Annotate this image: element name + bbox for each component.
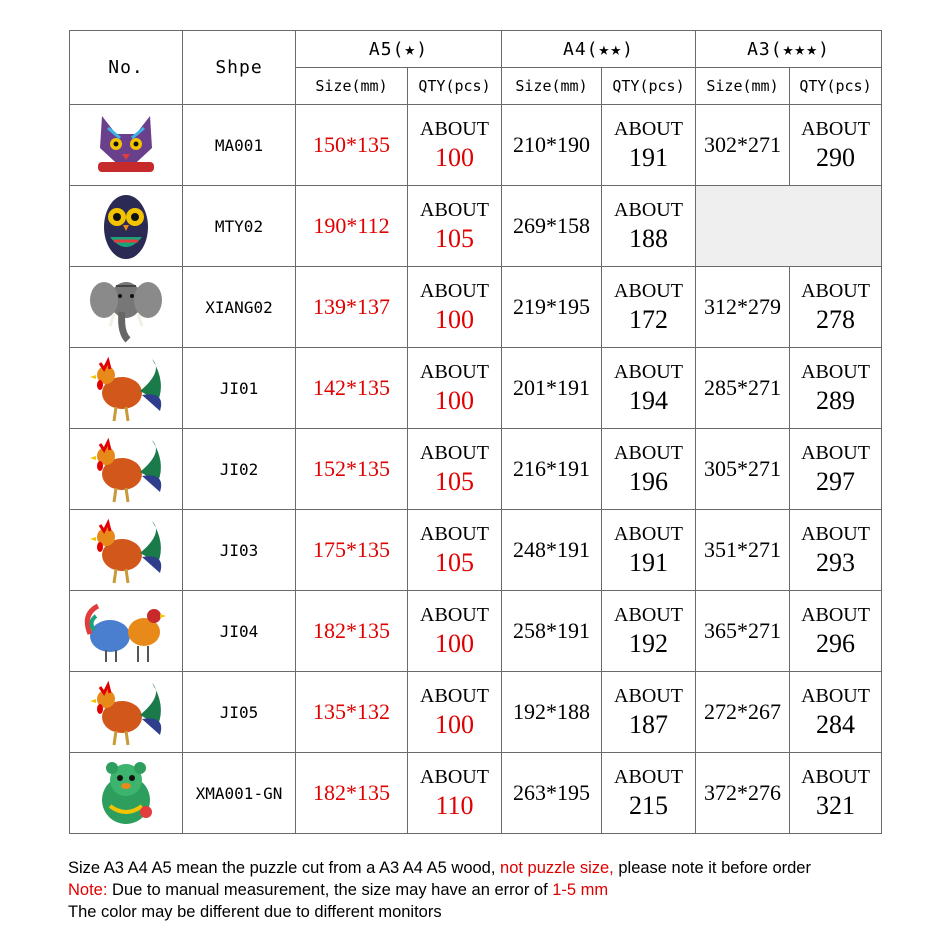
owl-puzzle-icon (70, 189, 182, 263)
a4-qty (602, 672, 696, 753)
table-row (70, 753, 882, 834)
about-label: ABOUT (420, 523, 489, 545)
about-label: ABOUT (614, 523, 683, 545)
a5-qty-value: 110 (435, 791, 474, 820)
note-highlight: 1-5 mm (552, 881, 609, 899)
a5-qty-value: 100 (435, 143, 474, 172)
a3-qty-value: 321 (816, 791, 855, 820)
product-image (70, 267, 183, 348)
product-image (70, 429, 183, 510)
a3-size: 305*271 (696, 429, 790, 510)
a5-size: 150*135 (296, 105, 408, 186)
about-label: ABOUT (614, 199, 683, 221)
header-a4: A4(★★) (502, 31, 696, 68)
a4-qty-value: 192 (629, 629, 668, 658)
a3-qty-value: 290 (816, 143, 855, 172)
product-image (70, 348, 183, 429)
a4-qty (602, 348, 696, 429)
a5-qty-value: 105 (435, 548, 474, 577)
a3-size: 285*271 (696, 348, 790, 429)
a3-unavailable-cell (696, 186, 882, 267)
a5-qty-value: 105 (435, 467, 474, 496)
a4-qty (602, 186, 696, 267)
header-a3-size: Size(mm) (696, 68, 790, 105)
rooster-puzzle-icon (70, 351, 182, 425)
a5-size: 182*135 (296, 753, 408, 834)
notes (68, 857, 811, 923)
product-code: JI03 (183, 510, 296, 591)
a3-qty-value: 293 (816, 548, 855, 577)
header-a5-qty: QTY(pcs) (408, 68, 502, 105)
a5-size: 142*135 (296, 348, 408, 429)
a4-size: 248*191 (502, 510, 602, 591)
header-a4-size: Size(mm) (502, 68, 602, 105)
a5-qty-value: 100 (435, 710, 474, 739)
about-label: ABOUT (420, 361, 489, 383)
rooster-pair-puzzle-icon (70, 594, 182, 668)
a3-qty (790, 510, 882, 591)
a4-qty (602, 105, 696, 186)
about-label: ABOUT (614, 280, 683, 302)
a3-qty (790, 105, 882, 186)
a4-qty (602, 267, 696, 348)
a3-qty (790, 672, 882, 753)
bear-puzzle-icon (70, 756, 182, 830)
a3-qty-value: 289 (816, 386, 855, 415)
a5-qty (408, 105, 502, 186)
a5-qty (408, 267, 502, 348)
table-row (70, 105, 882, 186)
table-row (70, 429, 882, 510)
header-a5: A5(★) (296, 31, 502, 68)
a3-qty (790, 348, 882, 429)
a4-qty-value: 196 (629, 467, 668, 496)
a5-qty (408, 348, 502, 429)
product-image (70, 105, 183, 186)
a4-qty-value: 172 (629, 305, 668, 334)
a3-size: 351*271 (696, 510, 790, 591)
a3-qty (790, 591, 882, 672)
about-label: ABOUT (420, 604, 489, 626)
a5-size: 139*137 (296, 267, 408, 348)
a4-size: 210*190 (502, 105, 602, 186)
note-text: please note it before order (613, 859, 811, 877)
header-a3-qty: QTY(pcs) (790, 68, 882, 105)
a5-qty (408, 672, 502, 753)
a5-qty (408, 510, 502, 591)
about-label: ABOUT (801, 361, 870, 383)
table-row (70, 348, 882, 429)
table-row (70, 591, 882, 672)
about-label: ABOUT (420, 118, 489, 140)
elephant-puzzle-icon (70, 270, 182, 344)
product-code: XIANG02 (183, 267, 296, 348)
a5-qty-value: 105 (435, 224, 474, 253)
note-line-1 (68, 857, 811, 879)
product-image (70, 510, 183, 591)
a4-size: 258*191 (502, 591, 602, 672)
rooster-puzzle-icon (70, 675, 182, 749)
a3-size: 372*276 (696, 753, 790, 834)
about-label: ABOUT (614, 766, 683, 788)
product-code: XMA001-GN (183, 753, 296, 834)
a5-qty (408, 591, 502, 672)
a4-size: 201*191 (502, 348, 602, 429)
about-label: ABOUT (801, 604, 870, 626)
header-no: No. (70, 31, 183, 105)
a4-qty-value: 215 (629, 791, 668, 820)
product-image (70, 753, 183, 834)
about-label: ABOUT (614, 604, 683, 626)
about-label: ABOUT (801, 523, 870, 545)
a5-size: 182*135 (296, 591, 408, 672)
a5-size: 152*135 (296, 429, 408, 510)
table-row (70, 267, 882, 348)
header-a3: A3(★★★) (696, 31, 882, 68)
a4-size: 263*195 (502, 753, 602, 834)
a3-size: 365*271 (696, 591, 790, 672)
header-shape: Shpe (183, 31, 296, 105)
a3-qty (790, 753, 882, 834)
a4-size: 216*191 (502, 429, 602, 510)
a3-qty (790, 267, 882, 348)
a3-qty-value: 284 (816, 710, 855, 739)
about-label: ABOUT (614, 118, 683, 140)
rooster-puzzle-icon (70, 513, 182, 587)
about-label: ABOUT (801, 766, 870, 788)
product-code: JI04 (183, 591, 296, 672)
rooster-puzzle-icon (70, 432, 182, 506)
table-row (70, 186, 882, 267)
about-label: ABOUT (801, 685, 870, 707)
a5-size: 190*112 (296, 186, 408, 267)
a3-size: 312*279 (696, 267, 790, 348)
product-code: JI02 (183, 429, 296, 510)
a3-qty-value: 278 (816, 305, 855, 334)
product-image (70, 672, 183, 753)
product-code: JI05 (183, 672, 296, 753)
a4-qty-value: 194 (629, 386, 668, 415)
about-label: ABOUT (420, 685, 489, 707)
a5-qty-value: 100 (435, 386, 474, 415)
note-line-3: The color may be different due to different monitors (68, 903, 442, 921)
note-text: Size A3 A4 A5 mean the puzzle cut from a A3 A4 A5 wood, (68, 859, 501, 877)
product-image (70, 186, 183, 267)
a4-qty (602, 429, 696, 510)
about-label: ABOUT (801, 442, 870, 464)
note-label: Note: (68, 881, 108, 899)
a5-qty-value: 100 (435, 629, 474, 658)
a3-size: 272*267 (696, 672, 790, 753)
cat-puzzle-icon (70, 108, 182, 182)
note-text: Due to manual measurement, the size may have an error of (107, 881, 553, 899)
a4-size: 269*158 (502, 186, 602, 267)
a3-qty-value: 297 (816, 467, 855, 496)
product-code: JI01 (183, 348, 296, 429)
a3-qty (790, 429, 882, 510)
a4-qty-value: 188 (629, 224, 668, 253)
note-line-2 (68, 879, 811, 901)
about-label: ABOUT (801, 280, 870, 302)
about-label: ABOUT (420, 199, 489, 221)
a4-qty (602, 591, 696, 672)
a5-qty (408, 753, 502, 834)
a4-qty-value: 191 (629, 548, 668, 577)
a4-qty (602, 510, 696, 591)
size-table (69, 30, 882, 834)
about-label: ABOUT (420, 280, 489, 302)
a4-qty-value: 191 (629, 143, 668, 172)
a3-size: 302*271 (696, 105, 790, 186)
a5-size: 175*135 (296, 510, 408, 591)
header-a4-qty: QTY(pcs) (602, 68, 696, 105)
about-label: ABOUT (614, 361, 683, 383)
product-image (70, 591, 183, 672)
a5-size: 135*132 (296, 672, 408, 753)
about-label: ABOUT (614, 442, 683, 464)
about-label: ABOUT (420, 766, 489, 788)
a3-qty-value: 296 (816, 629, 855, 658)
a5-qty-value: 100 (435, 305, 474, 334)
about-label: ABOUT (614, 685, 683, 707)
header-a5-size: Size(mm) (296, 68, 408, 105)
product-code: MA001 (183, 105, 296, 186)
a4-size: 192*188 (502, 672, 602, 753)
a4-size: 219*195 (502, 267, 602, 348)
product-code: MTY02 (183, 186, 296, 267)
a5-qty (408, 429, 502, 510)
about-label: ABOUT (420, 442, 489, 464)
a4-qty (602, 753, 696, 834)
about-label: ABOUT (801, 118, 870, 140)
a4-qty-value: 187 (629, 710, 668, 739)
table-row (70, 510, 882, 591)
a5-qty (408, 186, 502, 267)
table-row (70, 672, 882, 753)
note-highlight: not puzzle size, (500, 859, 614, 877)
